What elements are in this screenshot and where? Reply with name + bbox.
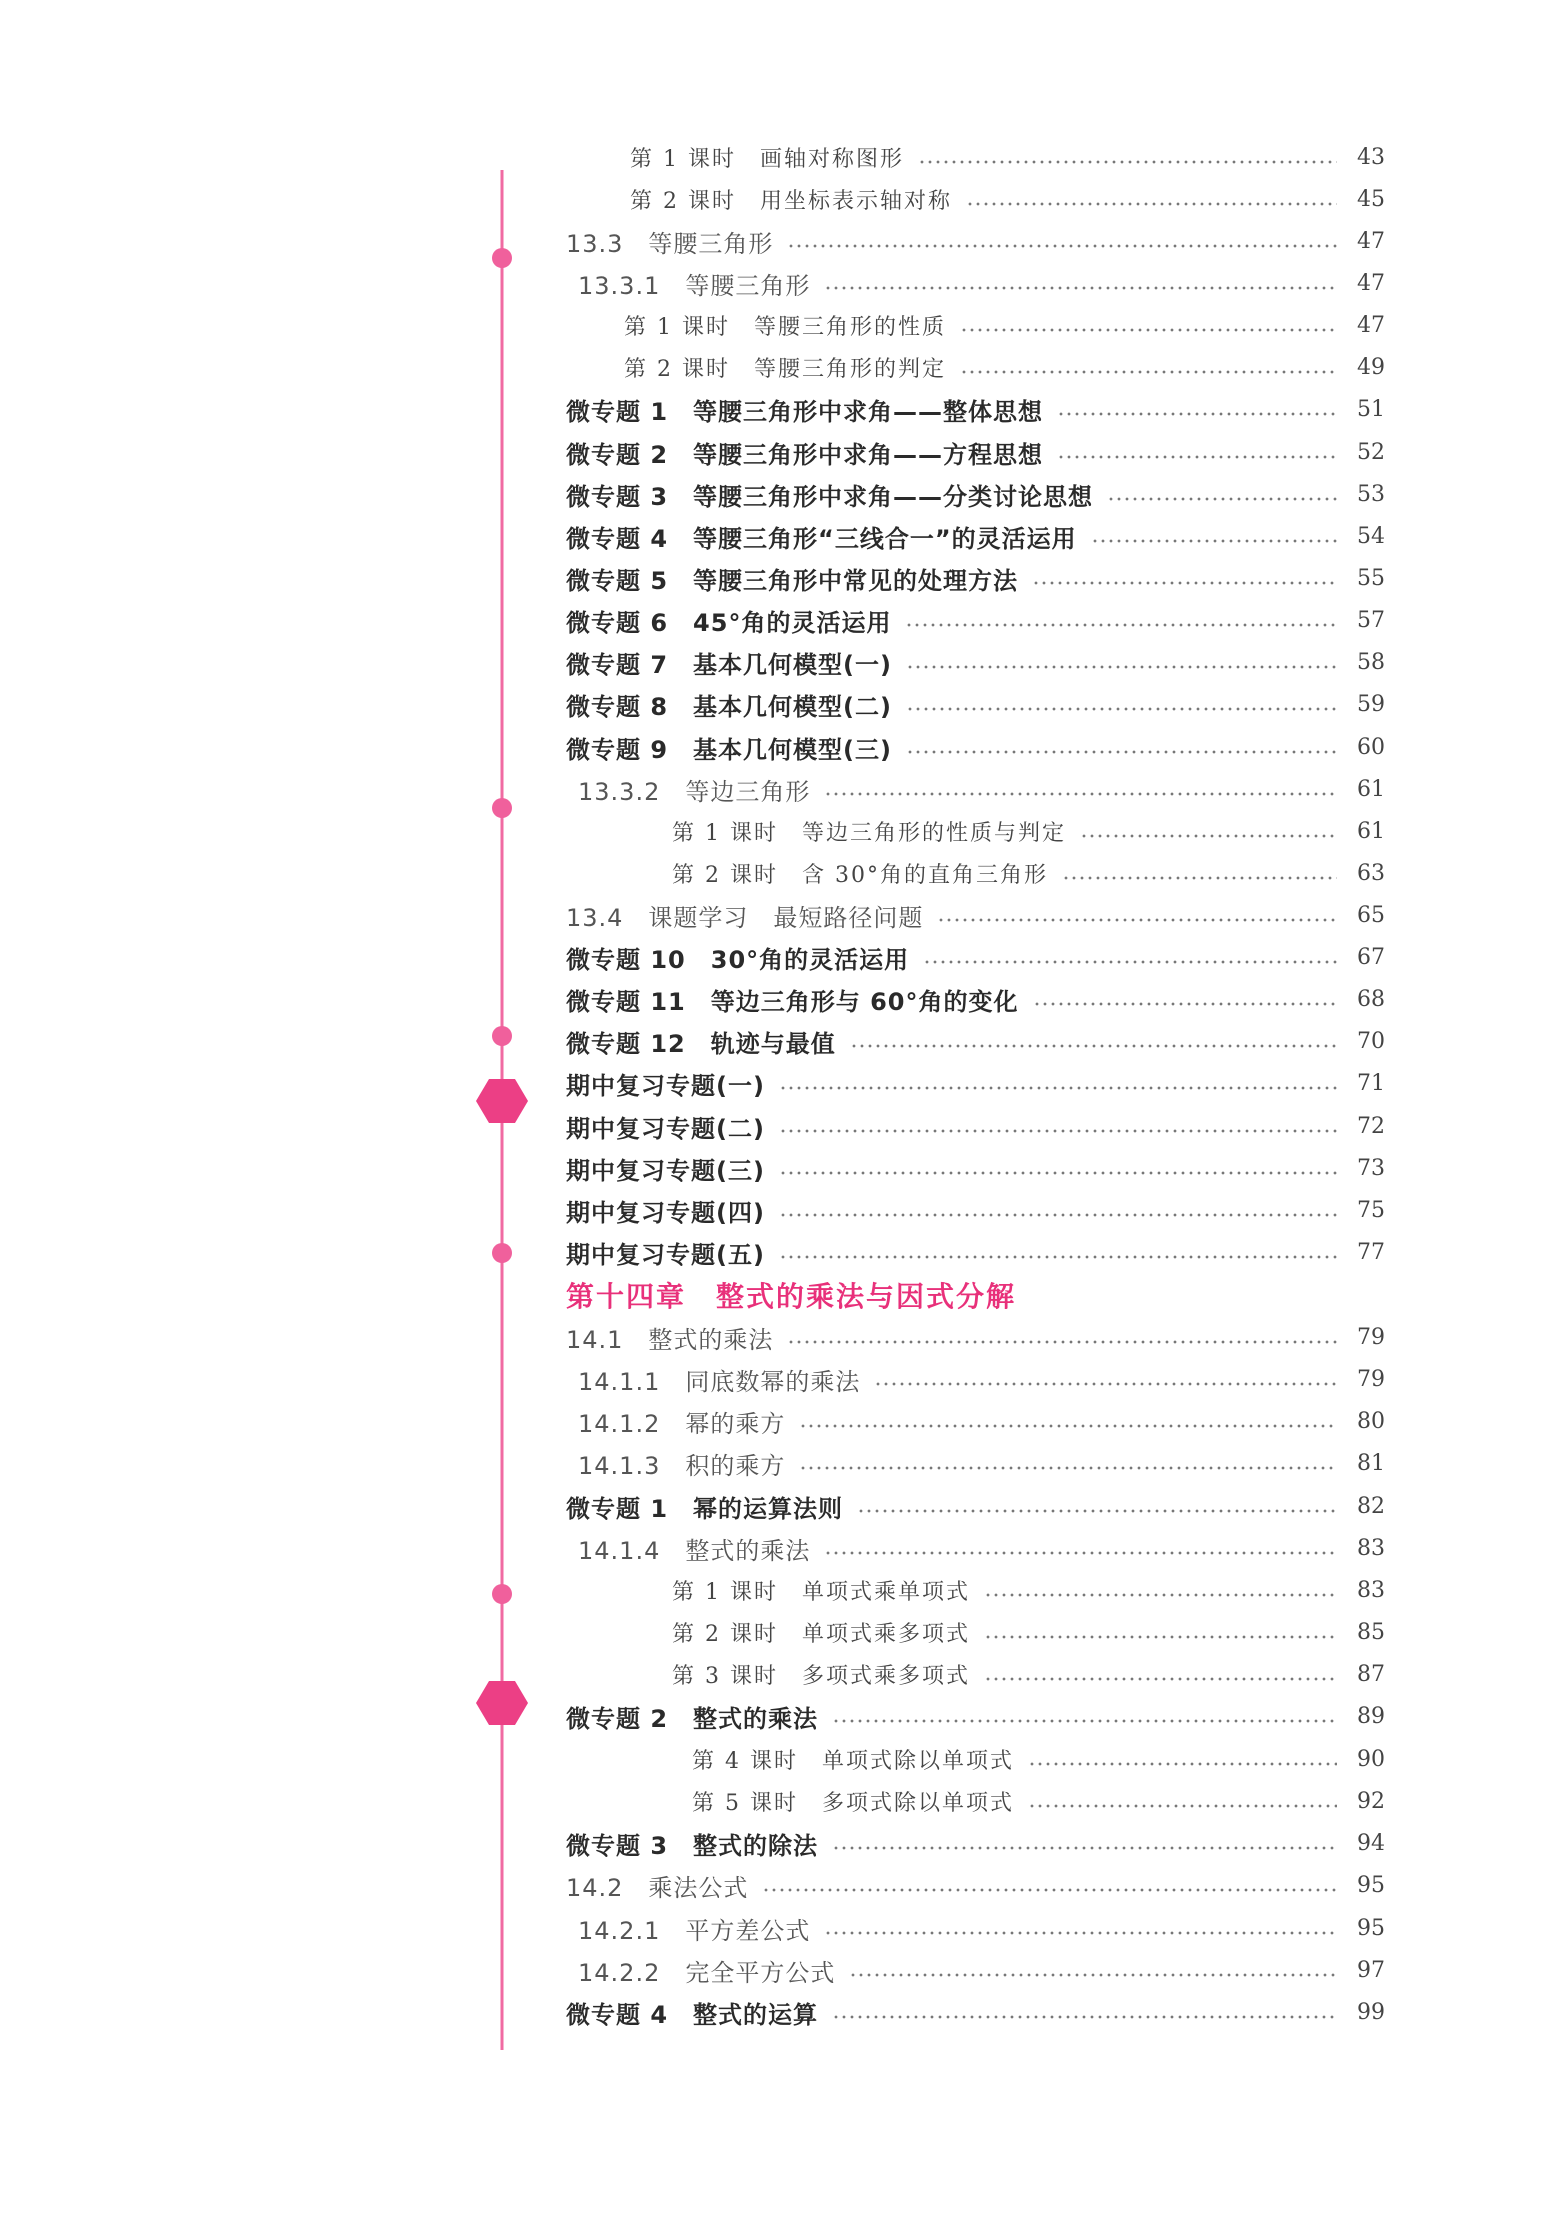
toc-entry-title: 期中复习专题(三) — [566, 1156, 765, 1185]
page-number: 71 — [1357, 1070, 1385, 1096]
page-number: 51 — [1357, 396, 1385, 422]
dot-leader — [984, 1677, 1337, 1681]
dot-leader — [1107, 497, 1337, 501]
dot-leader — [923, 960, 1337, 964]
toc-entry-title: 微专题 4 等腰三角形“三线合一”的灵活运用 — [566, 524, 1077, 553]
toc-entry[interactable] — [672, 1653, 1385, 1695]
dot-leader — [832, 1719, 1337, 1723]
toc-entry-title: 期中复习专题(一) — [566, 1071, 765, 1100]
toc-entry-title: 微专题 9 基本几何模型(三) — [566, 735, 892, 764]
toc-entry[interactable] — [566, 1864, 1385, 1906]
toc-entry[interactable] — [566, 1991, 1385, 2033]
dot-leader — [1057, 455, 1337, 459]
toc-entry-title: 第 1 课时 等边三角形的性质与判定 — [672, 820, 1066, 846]
toc-entry-title: 期中复习专题(二) — [566, 1114, 765, 1143]
page-number: 90 — [1357, 1746, 1385, 1772]
dot-leader — [779, 1255, 1337, 1259]
page-number: 89 — [1357, 1703, 1385, 1729]
toc-entry[interactable] — [624, 304, 1385, 346]
toc-entry[interactable] — [566, 1105, 1385, 1147]
dot-leader — [905, 623, 1337, 627]
page-number: 53 — [1357, 481, 1385, 507]
page-number: 79 — [1357, 1366, 1385, 1392]
toc-entry[interactable] — [672, 1611, 1385, 1653]
dot-leader — [779, 1086, 1337, 1090]
toc-entry-title: 微专题 1 等腰三角形中求角——整体思想 — [566, 397, 1044, 426]
toc-entry-title: 第 3 课时 多项式乘多项式 — [672, 1663, 970, 1689]
toc-entry[interactable] — [578, 1527, 1385, 1569]
toc-entry-title: 微专题 3 整式的除法 — [566, 1831, 819, 1860]
toc-entry[interactable] — [566, 220, 1385, 262]
toc-entry[interactable] — [566, 473, 1385, 515]
dot-leader — [850, 1044, 1337, 1048]
toc-entry-title: 14.1 整式的乘法 — [566, 1325, 774, 1354]
toc-entry[interactable] — [692, 1738, 1385, 1780]
toc-entry-title: 微专题 1 幂的运算法则 — [566, 1494, 844, 1523]
dot-leader — [824, 792, 1337, 796]
toc-entry-title: 第 1 课时 画轴对称图形 — [630, 146, 904, 172]
toc-entry[interactable] — [566, 1189, 1385, 1231]
toc-entry[interactable] — [578, 1907, 1385, 1949]
toc-entry-title: 13.3.2 等边三角形 — [578, 777, 811, 806]
toc-entry-title: 第十四章 整式的乘法与因式分解 — [566, 1280, 1017, 1313]
dot-leader — [799, 1424, 1337, 1428]
toc-entry-title: 第 2 课时 用坐标表示轴对称 — [630, 188, 952, 214]
toc-entry[interactable] — [630, 136, 1385, 178]
toc-entry-title: 微专题 4 整式的运算 — [566, 2000, 819, 2029]
toc-entry-title: 14.1.1 同底数幂的乘法 — [578, 1367, 861, 1396]
page-number: 47 — [1357, 312, 1385, 338]
page-number: 87 — [1357, 1661, 1385, 1687]
dot-leader — [960, 370, 1337, 374]
page-number: 63 — [1357, 860, 1385, 886]
toc-entry[interactable] — [566, 1316, 1385, 1358]
toc-entry-title: 14.1.4 整式的乘法 — [578, 1536, 811, 1565]
page-number: 67 — [1357, 944, 1385, 970]
toc-entry-title: 13.4 课题学习 最短路径问题 — [566, 903, 924, 932]
page-number: 61 — [1357, 776, 1385, 802]
page-number: 95 — [1357, 1872, 1385, 1898]
toc-entry[interactable] — [566, 683, 1385, 725]
dot-leader — [1091, 539, 1337, 543]
page-number: 47 — [1357, 270, 1385, 296]
toc-entry-title: 第 1 课时 等腰三角形的性质 — [624, 314, 946, 340]
toc-entry-title: 微专题 8 基本几何模型(二) — [566, 692, 892, 721]
dot-leader — [762, 1888, 1337, 1892]
page-number: 60 — [1357, 734, 1385, 760]
toc-entry-title: 微专题 2 整式的乘法 — [566, 1704, 819, 1733]
dot-leader — [824, 1551, 1337, 1555]
chapter-heading[interactable] — [566, 1274, 1385, 1316]
toc-entry[interactable] — [578, 1442, 1385, 1484]
dot-leader — [787, 1340, 1337, 1344]
dot-leader — [1032, 581, 1337, 585]
dot-leader — [779, 1129, 1337, 1133]
toc-entry-title: 14.2.1 平方差公式 — [578, 1916, 811, 1945]
toc-entry[interactable] — [566, 726, 1385, 768]
toc-entry-title: 14.1.2 幂的乘方 — [578, 1409, 786, 1438]
dot-leader — [906, 750, 1337, 754]
toc-entry[interactable] — [566, 431, 1385, 473]
page-number: 97 — [1357, 1957, 1385, 1983]
toc-entry[interactable] — [578, 1949, 1385, 1991]
page-number: 61 — [1357, 818, 1385, 844]
page-number: 59 — [1357, 691, 1385, 717]
toc-entry[interactable] — [692, 1780, 1385, 1822]
toc-entry-title: 微专题 3 等腰三角形中求角——分类讨论思想 — [566, 482, 1094, 511]
toc-entry-title: 微专题 12 轨迹与最值 — [566, 1029, 836, 1058]
dot-leader — [779, 1171, 1337, 1175]
page-number: 54 — [1357, 523, 1385, 549]
page-number: 75 — [1357, 1197, 1385, 1223]
toc-entry[interactable] — [566, 557, 1385, 599]
dot-leader — [779, 1213, 1337, 1217]
toc-entry-title: 微专题 6 45°角的灵活运用 — [566, 608, 892, 637]
page-number: 83 — [1357, 1577, 1385, 1603]
toc-entry-title: 14.2.2 完全平方公式 — [578, 1958, 836, 1987]
toc-entry-title: 第 2 课时 含 30°角的直角三角形 — [672, 862, 1048, 888]
page-number: 47 — [1357, 228, 1385, 254]
toc-entry-title: 13.3.1 等腰三角形 — [578, 271, 811, 300]
page-number: 94 — [1357, 1830, 1385, 1856]
page-number: 58 — [1357, 649, 1385, 675]
toc-entry-title: 微专题 10 30°角的灵活运用 — [566, 945, 910, 974]
page-number: 57 — [1357, 607, 1385, 633]
page-number: 99 — [1357, 1999, 1385, 2025]
toc-entry[interactable] — [566, 936, 1385, 978]
toc-entry-title: 微专题 7 基本几何模型(一) — [566, 650, 892, 679]
page-number: 65 — [1357, 902, 1385, 928]
toc-entry-title: 14.2 乘法公式 — [566, 1873, 749, 1902]
dot-leader — [966, 202, 1337, 206]
toc-entry[interactable] — [566, 1147, 1385, 1189]
toc-entry[interactable] — [566, 1062, 1385, 1104]
page-number: 72 — [1357, 1113, 1385, 1139]
toc-entry[interactable] — [566, 515, 1385, 557]
toc-entry[interactable] — [566, 1020, 1385, 1062]
toc-entry-title: 期中复习专题(四) — [566, 1198, 765, 1227]
toc-entry-title: 14.1.3 积的乘方 — [578, 1451, 786, 1480]
page-number: 92 — [1357, 1788, 1385, 1814]
page-number: 85 — [1357, 1619, 1385, 1645]
page-number: 43 — [1357, 144, 1385, 170]
toc-entry-title: 微专题 5 等腰三角形中常见的处理方法 — [566, 566, 1019, 595]
page-number: 83 — [1357, 1535, 1385, 1561]
page-number: 49 — [1357, 354, 1385, 380]
toc-entry-title: 期中复习专题(五) — [566, 1240, 765, 1269]
dot-leader — [787, 244, 1337, 248]
page-number: 81 — [1357, 1450, 1385, 1476]
dot-leader — [832, 2015, 1337, 2019]
toc-entry[interactable] — [566, 1822, 1385, 1864]
toc-entry[interactable] — [566, 1695, 1385, 1737]
dot-leader — [1057, 412, 1337, 416]
toc-entry[interactable] — [566, 388, 1385, 430]
toc-entry[interactable] — [578, 262, 1385, 304]
toc-entry-title: 13.3 等腰三角形 — [566, 229, 774, 258]
dot-leader — [918, 160, 1337, 164]
toc-entry[interactable] — [672, 852, 1385, 894]
toc-entry[interactable] — [578, 1358, 1385, 1400]
toc-entry-title: 微专题 2 等腰三角形中求角——方程思想 — [566, 440, 1044, 469]
page-number: 52 — [1357, 439, 1385, 465]
page-number: 73 — [1357, 1155, 1385, 1181]
dot-leader — [984, 1635, 1337, 1639]
toc-entry[interactable] — [566, 1231, 1385, 1273]
page-number: 79 — [1357, 1324, 1385, 1350]
page-number: 82 — [1357, 1493, 1385, 1519]
dot-leader — [849, 1973, 1337, 1977]
dot-leader — [1080, 834, 1337, 838]
dot-leader — [824, 286, 1337, 290]
toc-entry[interactable] — [578, 768, 1385, 810]
toc-entry[interactable] — [630, 178, 1385, 220]
page-number: 95 — [1357, 1915, 1385, 1941]
toc-entry-title: 第 2 课时 等腰三角形的判定 — [624, 356, 946, 382]
page-number: 45 — [1357, 186, 1385, 212]
dot-leader — [824, 1931, 1337, 1935]
dot-leader — [960, 328, 1337, 332]
dot-leader — [906, 665, 1337, 669]
dot-leader — [1062, 876, 1337, 880]
dot-leader — [832, 1846, 1337, 1850]
toc-entry[interactable] — [624, 346, 1385, 388]
page-number: 68 — [1357, 986, 1385, 1012]
toc-entry-title: 第 5 课时 多项式除以单项式 — [692, 1790, 1014, 1816]
dot-leader — [937, 918, 1337, 922]
dot-leader — [799, 1466, 1337, 1470]
page-number: 55 — [1357, 565, 1385, 591]
page-number: 77 — [1357, 1239, 1385, 1265]
page-number: 70 — [1357, 1028, 1385, 1054]
toc-entry[interactable] — [566, 599, 1385, 641]
toc-entry[interactable] — [672, 1569, 1385, 1611]
dot-leader — [906, 707, 1337, 711]
toc-entry[interactable] — [578, 1400, 1385, 1442]
toc-entry-title: 第 4 课时 单项式除以单项式 — [692, 1748, 1014, 1774]
dot-leader — [1028, 1762, 1337, 1766]
toc-entry[interactable] — [566, 978, 1385, 1020]
toc-entry[interactable] — [566, 1485, 1385, 1527]
toc-entry[interactable] — [566, 641, 1385, 683]
dot-leader — [1033, 1002, 1337, 1006]
dot-leader — [1028, 1804, 1337, 1808]
dot-leader — [857, 1509, 1337, 1513]
dot-leader — [984, 1593, 1337, 1597]
page-number: 80 — [1357, 1408, 1385, 1434]
toc-entry-title: 第 2 课时 单项式乘多项式 — [672, 1621, 970, 1647]
toc-entry-title: 微专题 11 等边三角形与 60°角的变化 — [566, 987, 1019, 1016]
toc-entry[interactable] — [672, 810, 1385, 852]
toc-entry-title: 第 1 课时 单项式乘单项式 — [672, 1579, 970, 1605]
toc-entry[interactable] — [566, 894, 1385, 936]
dot-leader — [874, 1382, 1337, 1386]
